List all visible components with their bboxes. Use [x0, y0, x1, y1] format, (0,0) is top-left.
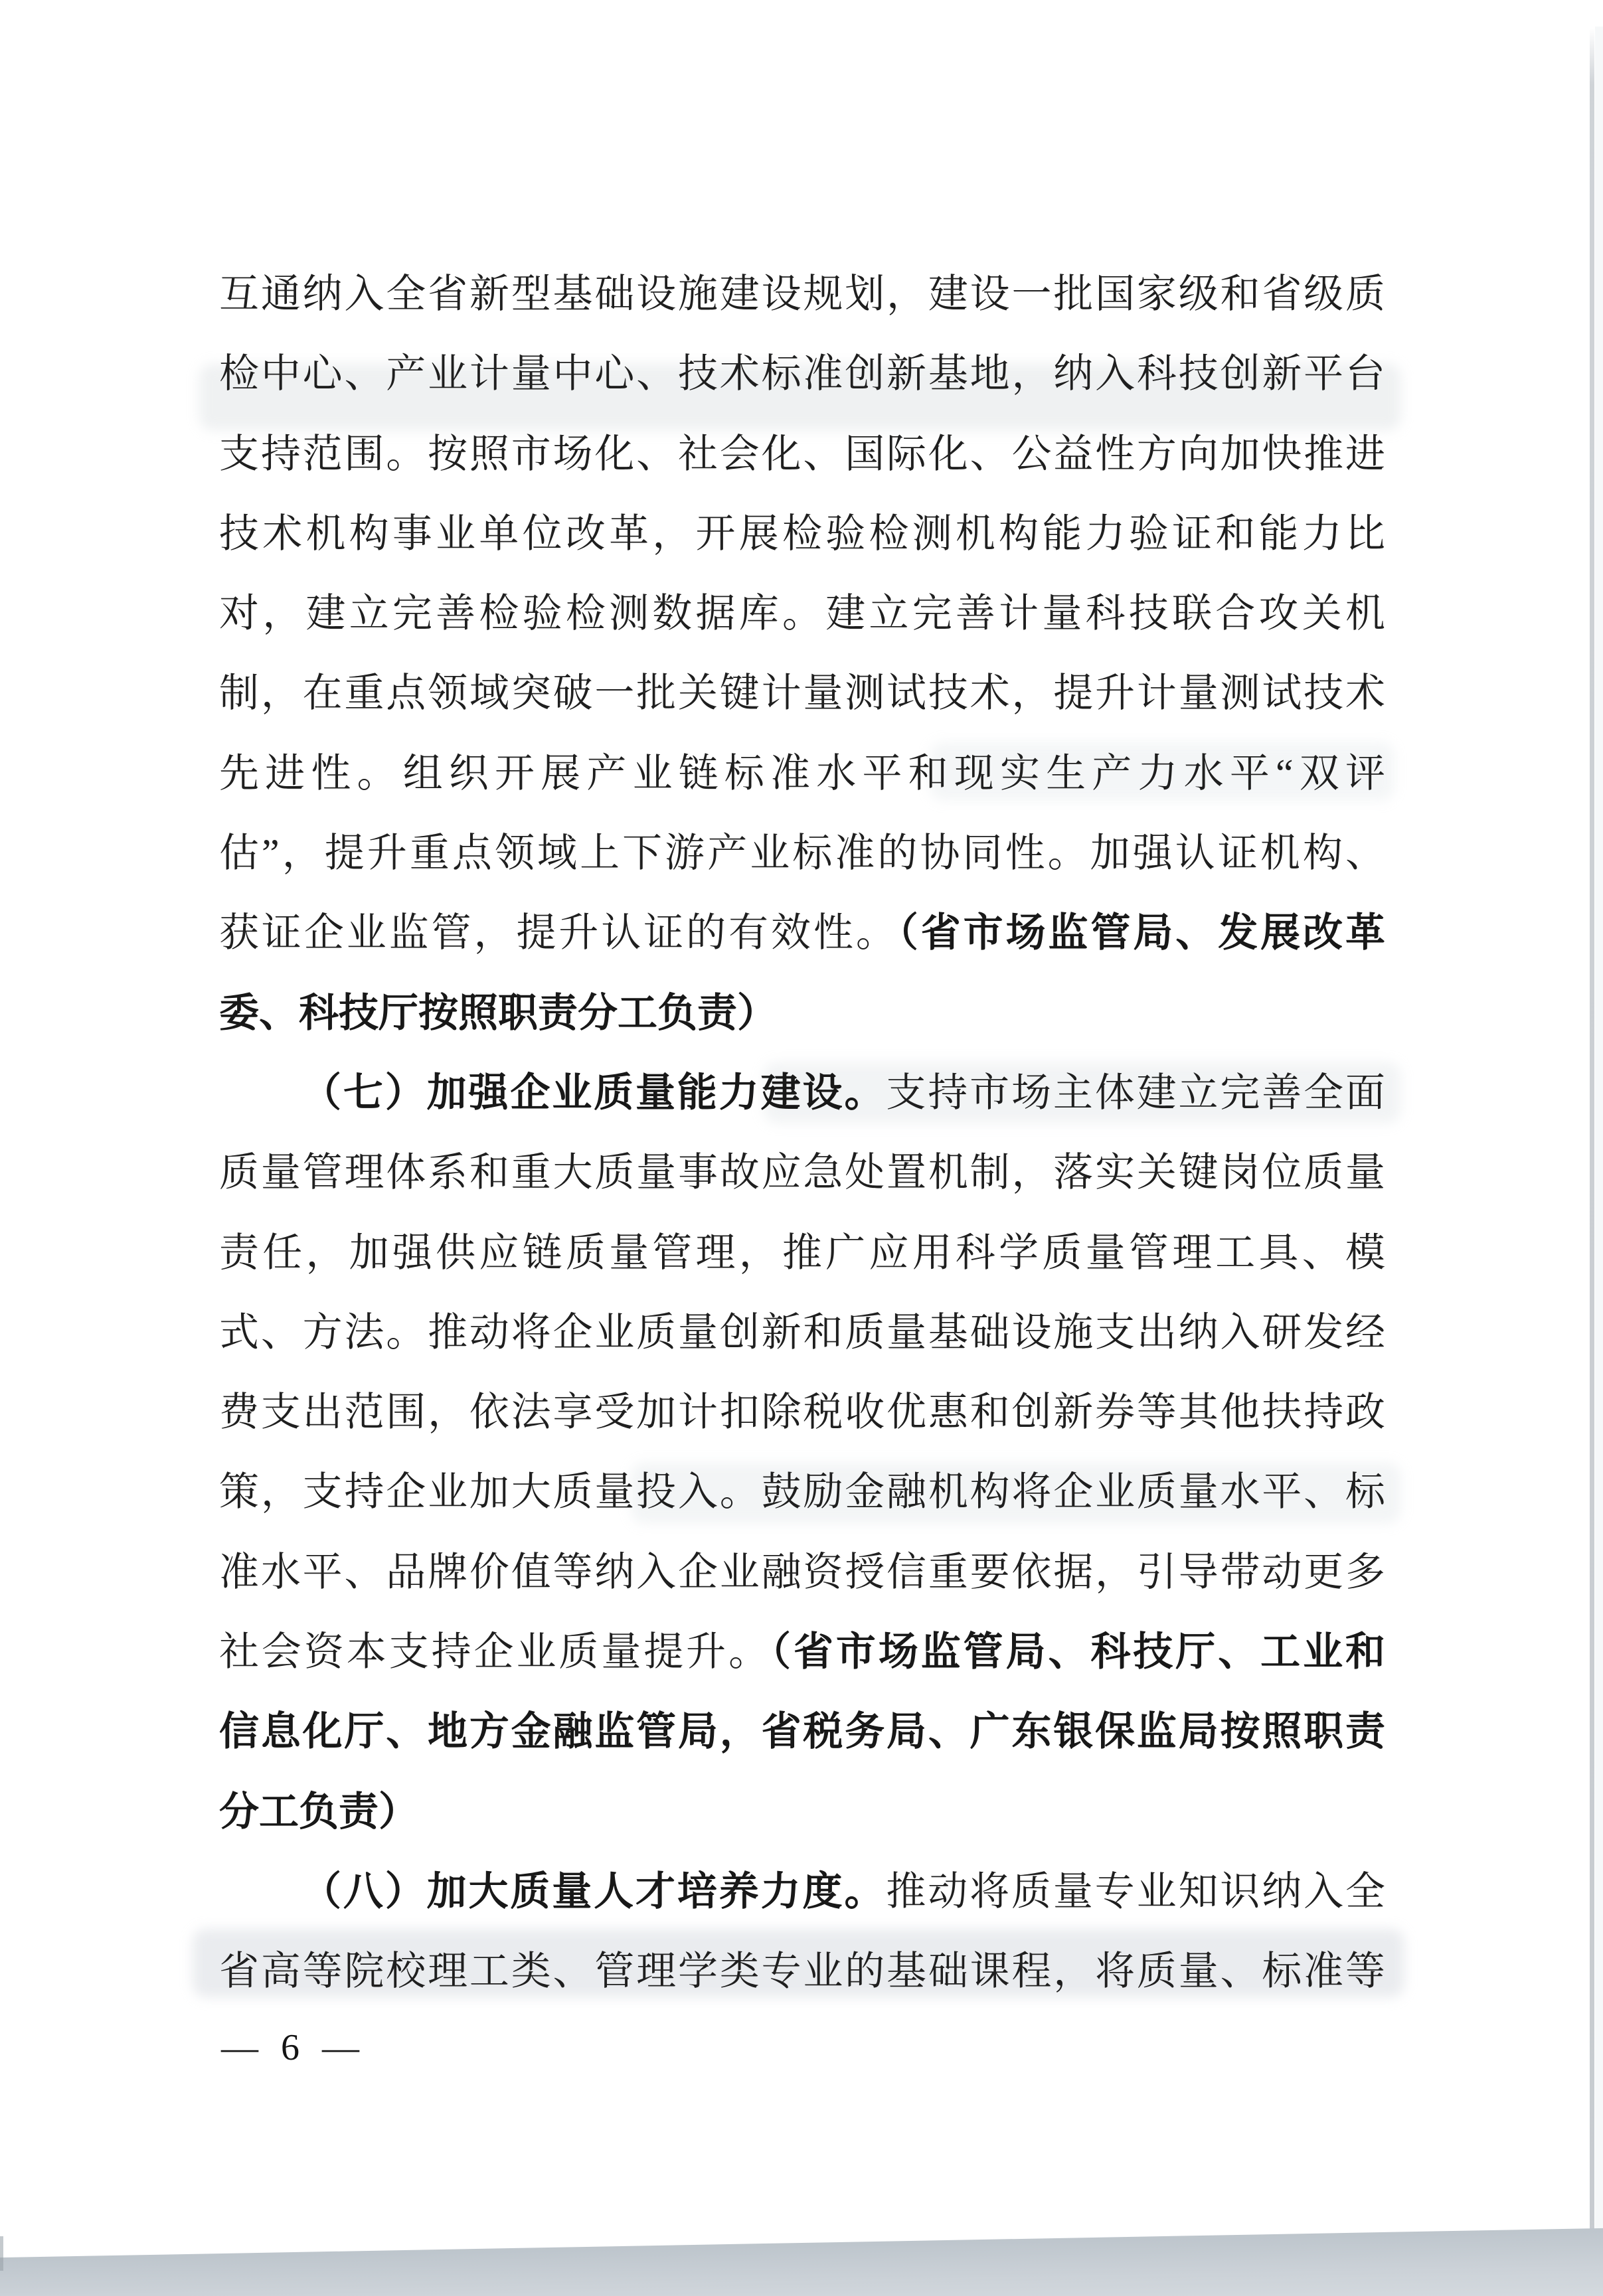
- text-line: [219, 1053, 1385, 1133]
- text-line: [219, 1772, 1385, 1852]
- text-line: [219, 1692, 1385, 1771]
- text-segment-emphasis: （八）加大质量人才培养力度。: [301, 1869, 886, 1914]
- text-segment: 式、方法。推动将企业质量创新和质量基础设施支出纳入研发经: [219, 1310, 1385, 1354]
- text-line: [219, 1372, 1385, 1452]
- scan-edge-right-margin: [1595, 27, 1603, 2296]
- text-segment: 质量管理体系和重大质量事故应急处置机制，落实关键岗位质量: [219, 1151, 1385, 1195]
- text-segment: 制，在重点领域突破一批关键计量测试技术，提升计量测试技术: [219, 671, 1385, 716]
- text-segment: 检中心、产业计量中心、技术标准创新基地，纳入科技创新平台: [219, 352, 1385, 396]
- text-line: [219, 1852, 1385, 1931]
- text-line: [219, 973, 1385, 1053]
- page-number: — 6 —: [221, 2027, 366, 2068]
- text-segment: 推动将质量专业知识纳入全: [886, 1869, 1386, 1914]
- text-line: [219, 414, 1385, 494]
- text-segment-emphasis: 信息化厅、地方金融监管局，省税务局、广东银保监局按照职责: [219, 1710, 1385, 1754]
- text-line: [219, 1452, 1385, 1532]
- text-segment: 获证企业监管，提升认证的有效性。: [219, 911, 898, 955]
- text-line: [219, 1931, 1385, 2011]
- text-line: [219, 334, 1385, 414]
- scan-edge-right-line: [1590, 28, 1594, 2285]
- text-line: [219, 1293, 1385, 1372]
- text-segment-emphasis: （七）加强企业质量能力建设。: [301, 1070, 886, 1115]
- text-line: [219, 1532, 1385, 1612]
- text-segment: 策，支持企业加大质量投入。鼓励金融机构将企业质量水平、标: [219, 1470, 1385, 1515]
- text-line: [219, 254, 1385, 334]
- text-segment: 互通纳入全省新型基础设施建设规划，建设一批国家级和省级质: [219, 272, 1385, 316]
- text-segment: 省高等院校理工类、管理学类专业的基础课程，将质量、标准等: [219, 1949, 1385, 1994]
- text-segment-emphasis: 分工负责）: [219, 1789, 418, 1834]
- text-segment-emphasis: 委、科技厅按照职责分工负责）: [219, 991, 777, 1035]
- text-segment-emphasis: （省市场监管局、科技厅、工业和: [771, 1630, 1386, 1675]
- text-segment: 支持市场主体建立完善全面: [886, 1070, 1386, 1115]
- text-segment: 支持范围。按照市场化、社会化、国际化、公益性方向加快推进: [219, 432, 1385, 476]
- text-segment-emphasis: （省市场监管局、发展改革: [898, 911, 1386, 955]
- text-segment: 先进性。组织开展产业链标准水平和现实生产力水平“双评: [219, 751, 1385, 795]
- text-line: [219, 574, 1385, 653]
- text-line: [219, 653, 1385, 733]
- text-line: [219, 1612, 1385, 1692]
- document-body: [219, 254, 1385, 2012]
- text-line: [219, 1213, 1385, 1293]
- scan-edge-bottom: [0, 2228, 1603, 2296]
- text-line: [219, 734, 1385, 813]
- text-segment: 社会资本支持企业质量提升。: [219, 1630, 772, 1675]
- text-segment: 准水平、品牌价值等纳入企业融资授信重要依据，引导带动更多: [219, 1550, 1385, 1594]
- text-segment: 技术机构事业单位改革，开展检验检测机构能力验证和能力比: [219, 511, 1385, 556]
- text-segment: 费支出范围，依法享受加计扣除税收优惠和创新券等其他扶持政: [219, 1390, 1385, 1435]
- text-segment: 责任，加强供应链质量管理，推广应用科学质量管理工具、模: [219, 1230, 1385, 1275]
- scan-edge-left-mark: [0, 2236, 3, 2271]
- text-line: [219, 494, 1385, 574]
- text-segment: 对，建立完善检验检测数据库。建立完善计量科技联合攻关机: [219, 592, 1385, 636]
- text-segment: 估”，提升重点领域上下游产业标准的协同性。加强认证机构、: [219, 831, 1385, 876]
- text-line: [219, 893, 1385, 973]
- text-line: [219, 1133, 1385, 1212]
- text-line: [219, 813, 1385, 893]
